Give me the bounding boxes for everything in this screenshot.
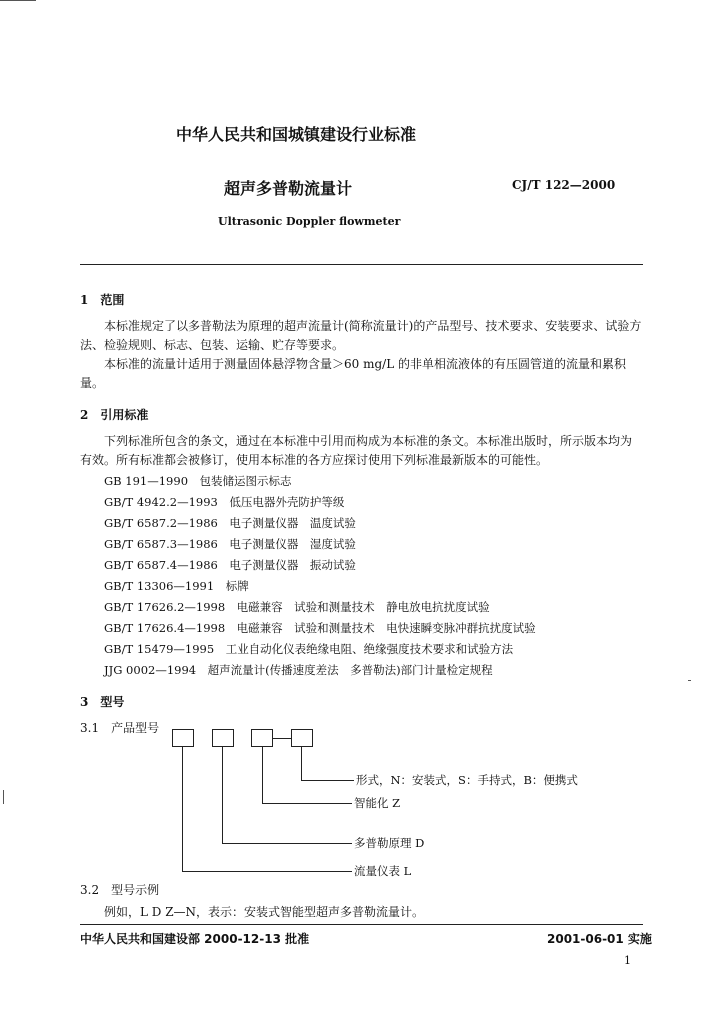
leader-doppler-v bbox=[222, 747, 223, 843]
section-3-1-heading: 3.1 产品型号 bbox=[80, 721, 160, 735]
section-3-2-heading: 3.2 型号示例 bbox=[80, 883, 160, 897]
leader-smart-h bbox=[262, 803, 352, 804]
issuer-title: 中华人民共和国城镇建设行业标准 bbox=[176, 125, 417, 144]
doc-title: 超声多普勒流量计 bbox=[224, 179, 353, 198]
section-1-para-2: 本标准的流量计适用于测量固体悬浮物含量＞60 mg/L 的非单相流液体的有压圆管道的流量和累积量。 bbox=[80, 357, 626, 390]
english-title: Ultrasonic Doppler flowmeter bbox=[218, 215, 401, 228]
reference-item: GB/T 17626.2—1998 电磁兼容 试验和测量技术 静电放电抗扰度试验 bbox=[104, 600, 490, 614]
footer-rule bbox=[80, 924, 643, 925]
label-smart: 智能化 Z bbox=[354, 796, 401, 810]
reference-item: GB/T 17626.4—1998 电磁兼容 试验和测量技术 电快速瞬变脉冲群抗扰度试验 bbox=[104, 621, 536, 635]
section-1-heading: 1 范围 bbox=[80, 293, 125, 307]
reference-item: GB/T 4942.2—1993 低压电器外壳防护等级 bbox=[104, 495, 345, 509]
code-box-doppler bbox=[212, 729, 234, 747]
model-example: 例如，L D Z—N，表示：安装式智能型超声多普勒流量计。 bbox=[104, 905, 425, 919]
code-dash bbox=[273, 738, 291, 739]
code-box-form bbox=[291, 729, 313, 747]
leader-flow-v bbox=[182, 747, 183, 871]
leader-smart-v bbox=[262, 747, 263, 803]
label-flow: 流量仪表 L bbox=[354, 864, 412, 878]
leader-doppler-h bbox=[222, 843, 352, 844]
label-doppler: 多普勒原理 D bbox=[354, 836, 425, 850]
scan-artifact bbox=[0, 0, 36, 1]
effective-line: 2001-06-01 实施 bbox=[547, 932, 652, 946]
doc-code: CJ/T 122—2000 bbox=[512, 178, 616, 192]
header-rule bbox=[80, 264, 643, 265]
reference-item: GB/T 15479—1995 工业自动化仪表绝缘电阻、绝缘强度技术要求和试验方法 bbox=[104, 642, 514, 656]
reference-item: GB/T 6587.3—1986 电子测量仪器 湿度试验 bbox=[104, 537, 356, 551]
scan-artifact bbox=[688, 680, 691, 681]
code-box-flow bbox=[172, 729, 194, 747]
section-2-intro: 下列标准所包含的条文，通过在本标准中引用而构成为本标准的条文。本标准出版时，所示版本均为有效。所有标准都会被修订，使用本标准的各方应探讨使用下列标准最新版本的可能性。 bbox=[80, 434, 633, 467]
section-3-heading: 3 型号 bbox=[80, 695, 125, 709]
reference-item: GB/T 13306—1991 标牌 bbox=[104, 579, 249, 593]
reference-item: JJG 0002—1994 超声流量计(传播速度差法 多普勒法)部门计量检定规程 bbox=[104, 663, 493, 677]
leader-form-v bbox=[301, 747, 302, 780]
approval-line: 中华人民共和国建设部 2000-12-13 批准 bbox=[80, 932, 310, 946]
reference-item: GB/T 6587.4—1986 电子测量仪器 振动试验 bbox=[104, 558, 356, 572]
section-2-heading: 2 引用标准 bbox=[80, 408, 149, 422]
label-form: 形式，N：安装式，S：手持式，B：便携式 bbox=[356, 773, 578, 787]
section-1-para-1: 本标准规定了以多普勒法为原理的超声流量计(简称流量计)的产品型号、技术要求、安装要求、试验方法、检验规则、标志、包装、运输、贮存等要求。 bbox=[80, 319, 642, 352]
leader-form-h bbox=[301, 780, 354, 781]
scan-artifact bbox=[3, 790, 4, 804]
reference-item: GB/T 6587.2—1986 电子测量仪器 温度试验 bbox=[104, 516, 356, 530]
reference-item: GB 191—1990 包装储运图示标志 bbox=[104, 474, 292, 488]
page-number: 1 bbox=[624, 954, 631, 967]
code-box-smart bbox=[251, 729, 273, 747]
leader-flow-h bbox=[182, 871, 352, 872]
